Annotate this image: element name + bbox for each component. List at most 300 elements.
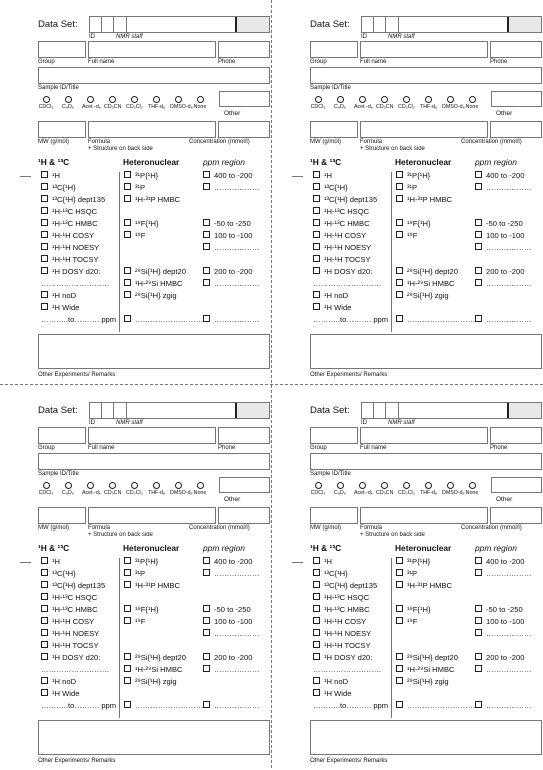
h-c-option[interactable] [41, 629, 99, 639]
checkbox[interactable] [203, 267, 210, 274]
other-solvent-field[interactable] [219, 477, 270, 493]
ppm-option[interactable] [203, 617, 252, 627]
checkbox[interactable] [124, 291, 131, 298]
solvent-option[interactable] [170, 96, 193, 110]
ppm-option[interactable] [475, 183, 532, 193]
solvent-option[interactable] [310, 96, 326, 110]
ppm-option[interactable] [475, 653, 524, 663]
solvent-option[interactable] [38, 482, 54, 496]
checkbox[interactable] [396, 279, 403, 286]
checkbox[interactable] [124, 195, 131, 202]
checkbox[interactable] [396, 315, 403, 322]
heteronuclear-option[interactable] [396, 665, 455, 675]
h-c-option[interactable] [41, 581, 105, 591]
heteronuclear-option[interactable] [396, 617, 417, 627]
solvent-option[interactable] [442, 96, 465, 110]
h-c-option[interactable] [313, 569, 348, 579]
radio-circle[interactable] [65, 482, 72, 489]
h-c-option[interactable] [41, 171, 60, 181]
checkbox[interactable] [475, 171, 482, 178]
mw-field[interactable] [310, 507, 358, 524]
phone-field[interactable] [218, 427, 270, 444]
heteronuclear-option[interactable] [124, 677, 177, 687]
ppm-option[interactable] [203, 231, 252, 241]
radio-circle[interactable] [425, 96, 432, 103]
ppm-option[interactable] [203, 171, 252, 181]
checkbox[interactable] [41, 255, 48, 262]
checkbox[interactable] [475, 315, 482, 322]
h-c-option[interactable] [41, 207, 97, 217]
data-set-id-field[interactable] [361, 16, 542, 33]
checkbox[interactable] [203, 701, 210, 708]
h-c-option[interactable] [313, 291, 348, 301]
heteronuclear-option[interactable] [396, 291, 449, 301]
heteronuclear-option[interactable] [124, 701, 203, 711]
checkbox[interactable] [124, 581, 131, 588]
checkbox[interactable] [124, 701, 131, 708]
solvent-option[interactable] [420, 96, 436, 110]
formula-field[interactable] [88, 121, 216, 138]
ppm-option[interactable] [475, 243, 532, 253]
ppm-option[interactable] [203, 219, 251, 229]
checkbox[interactable] [124, 677, 131, 684]
checkbox[interactable] [396, 665, 403, 672]
other-solvent-field[interactable] [491, 477, 542, 493]
ppm-option[interactable] [203, 629, 260, 639]
checkbox[interactable] [396, 183, 403, 190]
checkbox[interactable] [124, 183, 131, 190]
h-c-option[interactable] [41, 303, 79, 313]
ppm-option[interactable] [475, 605, 523, 615]
remarks-field[interactable] [310, 720, 542, 755]
heteronuclear-option[interactable] [396, 195, 452, 205]
solvent-option[interactable] [148, 482, 164, 496]
checkbox[interactable] [203, 605, 210, 612]
data-set-id-field[interactable] [89, 402, 270, 419]
h-c-option[interactable] [313, 303, 351, 313]
concentration-field[interactable] [218, 121, 270, 138]
h-c-option[interactable] [41, 653, 100, 663]
checkbox[interactable] [203, 219, 210, 226]
solvent-option[interactable] [60, 96, 76, 110]
checkbox[interactable] [203, 557, 210, 564]
data-set-id-field[interactable] [89, 16, 270, 33]
h-c-option[interactable] [313, 231, 366, 241]
data-set-id-field[interactable] [361, 402, 542, 419]
checkbox[interactable] [313, 617, 320, 624]
checkbox[interactable] [124, 171, 131, 178]
heteronuclear-option[interactable] [396, 569, 417, 579]
solvent-option[interactable] [354, 96, 373, 110]
checkbox[interactable] [203, 315, 210, 322]
radio-circle[interactable] [197, 96, 204, 103]
h-c-option[interactable] [313, 171, 332, 181]
ppm-option[interactable] [203, 605, 251, 615]
radio-circle[interactable] [175, 96, 182, 103]
ppm-option[interactable] [475, 279, 532, 289]
heteronuclear-option[interactable] [396, 557, 430, 567]
solvent-option[interactable] [332, 482, 348, 496]
checkbox[interactable] [396, 557, 403, 564]
checkbox[interactable] [124, 617, 131, 624]
solvent-option[interactable] [60, 482, 76, 496]
ppm-option[interactable] [203, 267, 252, 277]
sample-id-field[interactable] [38, 67, 270, 84]
radio-circle[interactable] [381, 96, 388, 103]
checkbox[interactable] [396, 701, 403, 708]
ppm-option[interactable] [475, 219, 523, 229]
heteronuclear-option[interactable] [124, 267, 186, 277]
checkbox[interactable] [41, 267, 48, 274]
ppm-option[interactable] [475, 231, 524, 241]
radio-circle[interactable] [109, 482, 116, 489]
radio-circle[interactable] [175, 482, 182, 489]
h-c-option[interactable] [313, 581, 377, 591]
checkbox[interactable] [396, 291, 403, 298]
checkbox[interactable] [396, 195, 403, 202]
radio-circle[interactable] [87, 482, 94, 489]
h-c-option[interactable] [313, 617, 366, 627]
checkbox[interactable] [203, 629, 210, 636]
checkbox[interactable] [313, 171, 320, 178]
checkbox[interactable] [313, 605, 320, 612]
checkbox[interactable] [124, 569, 131, 576]
checkbox[interactable] [313, 207, 320, 214]
heteronuclear-option[interactable] [396, 279, 455, 289]
checkbox[interactable] [396, 569, 403, 576]
h-c-option[interactable] [313, 207, 369, 217]
concentration-field[interactable] [490, 121, 542, 138]
checkbox[interactable] [313, 581, 320, 588]
ppm-option[interactable] [475, 315, 532, 325]
heteronuclear-option[interactable] [124, 569, 145, 579]
radio-circle[interactable] [425, 482, 432, 489]
checkbox[interactable] [41, 243, 48, 250]
heteronuclear-option[interactable] [124, 581, 180, 591]
checkbox[interactable] [41, 183, 48, 190]
radio-circle[interactable] [153, 482, 160, 489]
radio-circle[interactable] [153, 96, 160, 103]
checkbox[interactable] [124, 279, 131, 286]
h-c-option[interactable] [313, 593, 369, 603]
ppm-option[interactable] [203, 653, 252, 663]
checkbox[interactable] [475, 267, 482, 274]
radio-circle[interactable] [403, 96, 410, 103]
checkbox[interactable] [475, 617, 482, 624]
heteronuclear-option[interactable] [124, 171, 158, 181]
h-c-option[interactable] [41, 267, 100, 277]
heteronuclear-option[interactable] [124, 231, 145, 241]
full-name-field[interactable] [360, 41, 488, 58]
ppm-option[interactable] [203, 279, 260, 289]
radio-circle[interactable] [65, 96, 72, 103]
checkbox[interactable] [313, 653, 320, 660]
heteronuclear-option[interactable] [124, 195, 180, 205]
solvent-option[interactable] [442, 482, 465, 496]
solvent-option[interactable] [398, 96, 414, 110]
solvent-option[interactable] [104, 96, 120, 110]
heteronuclear-option[interactable] [396, 231, 417, 241]
h-c-option[interactable] [41, 183, 76, 193]
checkbox[interactable] [41, 569, 48, 576]
radio-circle[interactable] [315, 482, 322, 489]
h-c-option[interactable] [41, 641, 99, 651]
checkbox[interactable] [313, 183, 320, 190]
group-field[interactable] [38, 427, 86, 444]
checkbox[interactable] [41, 593, 48, 600]
checkbox[interactable] [41, 629, 48, 636]
phone-field[interactable] [218, 41, 270, 58]
heteronuclear-option[interactable] [396, 653, 458, 663]
solvent-option[interactable] [464, 96, 480, 110]
heteronuclear-option[interactable] [124, 183, 145, 193]
other-solvent-field[interactable] [219, 91, 270, 107]
h-c-option[interactable] [41, 243, 99, 253]
h-c-option[interactable] [41, 291, 76, 301]
radio-circle[interactable] [43, 96, 50, 103]
radio-circle[interactable] [87, 96, 94, 103]
heteronuclear-option[interactable] [396, 219, 431, 229]
radio-circle[interactable] [469, 482, 476, 489]
h-c-option[interactable] [41, 677, 76, 687]
checkbox[interactable] [124, 231, 131, 238]
solvent-option[interactable] [398, 482, 414, 496]
heteronuclear-option[interactable] [396, 183, 417, 193]
full-name-field[interactable] [360, 427, 488, 444]
checkbox[interactable] [475, 557, 482, 564]
remarks-field[interactable] [38, 720, 270, 755]
solvent-option[interactable] [148, 96, 164, 110]
radio-circle[interactable] [469, 96, 476, 103]
radio-circle[interactable] [381, 482, 388, 489]
group-field[interactable] [310, 41, 358, 58]
checkbox[interactable] [313, 243, 320, 250]
checkbox[interactable] [396, 231, 403, 238]
formula-field[interactable] [88, 507, 216, 524]
h-c-option[interactable] [313, 195, 377, 205]
heteronuclear-option[interactable] [124, 279, 183, 289]
h-c-option[interactable] [41, 255, 99, 265]
h-c-option[interactable] [313, 605, 370, 615]
ppm-option[interactable] [475, 665, 532, 675]
h-c-option[interactable] [313, 689, 351, 699]
h-c-option[interactable] [313, 243, 371, 253]
checkbox[interactable] [41, 689, 48, 696]
phone-field[interactable] [490, 41, 542, 58]
checkbox[interactable] [313, 219, 320, 226]
solvent-option[interactable] [376, 96, 392, 110]
checkbox[interactable] [41, 653, 48, 660]
h-c-option[interactable] [41, 231, 94, 241]
h-c-option[interactable] [313, 219, 370, 229]
checkbox[interactable] [396, 605, 403, 612]
h-c-option[interactable] [313, 677, 348, 687]
checkbox[interactable] [313, 267, 320, 274]
solvent-option[interactable] [82, 96, 101, 110]
h-c-option[interactable] [313, 629, 371, 639]
radio-circle[interactable] [447, 482, 454, 489]
group-field[interactable] [38, 41, 86, 58]
checkbox[interactable] [203, 653, 210, 660]
formula-field[interactable] [360, 121, 488, 138]
checkbox[interactable] [41, 557, 48, 564]
ppm-option[interactable] [475, 171, 524, 181]
checkbox[interactable] [475, 605, 482, 612]
h-c-option[interactable] [313, 267, 372, 277]
checkbox[interactable] [396, 653, 403, 660]
checkbox[interactable] [41, 207, 48, 214]
checkbox[interactable] [41, 291, 48, 298]
heteronuclear-option[interactable] [124, 219, 159, 229]
checkbox[interactable] [41, 605, 48, 612]
solvent-option[interactable] [420, 482, 436, 496]
radio-circle[interactable] [131, 96, 138, 103]
radio-circle[interactable] [197, 482, 204, 489]
checkbox[interactable] [203, 183, 210, 190]
mw-field[interactable] [310, 121, 358, 138]
heteronuclear-option[interactable] [124, 557, 158, 567]
checkbox[interactable] [396, 267, 403, 274]
ppm-option[interactable] [203, 701, 260, 711]
checkbox[interactable] [396, 581, 403, 588]
ppm-option[interactable] [203, 569, 260, 579]
solvent-option[interactable] [170, 482, 193, 496]
checkbox[interactable] [396, 617, 403, 624]
checkbox[interactable] [313, 557, 320, 564]
full-name-field[interactable] [88, 41, 216, 58]
checkbox[interactable] [475, 653, 482, 660]
heteronuclear-option[interactable] [396, 581, 452, 591]
checkbox[interactable] [396, 677, 403, 684]
radio-circle[interactable] [359, 482, 366, 489]
ppm-option[interactable] [475, 617, 524, 627]
checkbox[interactable] [475, 279, 482, 286]
ppm-option[interactable] [475, 267, 524, 277]
heteronuclear-option[interactable] [124, 665, 183, 675]
checkbox[interactable] [203, 243, 210, 250]
ppm-option[interactable] [475, 569, 532, 579]
radio-circle[interactable] [359, 96, 366, 103]
checkbox[interactable] [313, 689, 320, 696]
solvent-option[interactable] [332, 96, 348, 110]
ppm-option[interactable] [475, 629, 532, 639]
ppm-option[interactable] [203, 665, 260, 675]
checkbox[interactable] [203, 171, 210, 178]
checkbox[interactable] [41, 195, 48, 202]
checkbox[interactable] [313, 677, 320, 684]
sample-id-field[interactable] [310, 67, 542, 84]
heteronuclear-option[interactable] [124, 291, 177, 301]
checkbox[interactable] [313, 629, 320, 636]
concentration-field[interactable] [490, 507, 542, 524]
checkbox[interactable] [203, 231, 210, 238]
h-c-option[interactable] [313, 183, 348, 193]
solvent-option[interactable] [354, 482, 373, 496]
solvent-option[interactable] [38, 96, 54, 110]
checkbox[interactable] [313, 303, 320, 310]
checkbox[interactable] [41, 677, 48, 684]
sample-id-field[interactable] [38, 453, 270, 470]
h-c-option[interactable] [41, 689, 79, 699]
checkbox[interactable] [124, 219, 131, 226]
solvent-option[interactable] [192, 96, 208, 110]
h-c-option[interactable] [313, 641, 371, 651]
checkbox[interactable] [313, 569, 320, 576]
checkbox[interactable] [475, 569, 482, 576]
checkbox[interactable] [124, 315, 131, 322]
ppm-option[interactable] [475, 557, 524, 567]
mw-field[interactable] [38, 507, 86, 524]
solvent-option[interactable] [126, 96, 142, 110]
radio-circle[interactable] [447, 96, 454, 103]
checkbox[interactable] [475, 629, 482, 636]
checkbox[interactable] [41, 171, 48, 178]
h-c-option[interactable] [313, 255, 371, 265]
h-c-option[interactable] [41, 557, 60, 567]
checkbox[interactable] [396, 171, 403, 178]
checkbox[interactable] [313, 641, 320, 648]
solvent-option[interactable] [310, 482, 326, 496]
radio-circle[interactable] [109, 96, 116, 103]
radio-circle[interactable] [337, 96, 344, 103]
radio-circle[interactable] [337, 482, 344, 489]
checkbox[interactable] [124, 605, 131, 612]
checkbox[interactable] [41, 303, 48, 310]
checkbox[interactable] [475, 183, 482, 190]
checkbox[interactable] [41, 581, 48, 588]
checkbox[interactable] [475, 243, 482, 250]
checkbox[interactable] [313, 593, 320, 600]
checkbox[interactable] [475, 701, 482, 708]
radio-circle[interactable] [131, 482, 138, 489]
ppm-option[interactable] [203, 183, 260, 193]
ppm-option[interactable] [475, 701, 532, 711]
ppm-option[interactable] [203, 243, 260, 253]
checkbox[interactable] [475, 219, 482, 226]
concentration-field[interactable] [218, 507, 270, 524]
ppm-option[interactable] [203, 315, 260, 325]
h-c-option[interactable] [41, 593, 97, 603]
heteronuclear-option[interactable] [396, 701, 475, 711]
checkbox[interactable] [203, 569, 210, 576]
checkbox[interactable] [41, 641, 48, 648]
solvent-option[interactable] [126, 482, 142, 496]
checkbox[interactable] [313, 255, 320, 262]
solvent-option[interactable] [376, 482, 392, 496]
h-c-option[interactable] [41, 195, 105, 205]
checkbox[interactable] [396, 219, 403, 226]
heteronuclear-option[interactable] [124, 315, 203, 325]
checkbox[interactable] [203, 617, 210, 624]
checkbox[interactable] [475, 665, 482, 672]
checkbox[interactable] [124, 653, 131, 660]
remarks-field[interactable] [38, 334, 270, 369]
checkbox[interactable] [41, 219, 48, 226]
checkbox[interactable] [124, 557, 131, 564]
heteronuclear-option[interactable] [124, 617, 145, 627]
radio-circle[interactable] [403, 482, 410, 489]
solvent-option[interactable] [192, 482, 208, 496]
h-c-option[interactable] [41, 219, 98, 229]
group-field[interactable] [310, 427, 358, 444]
h-c-option[interactable] [313, 557, 332, 567]
heteronuclear-option[interactable] [396, 677, 449, 687]
checkbox[interactable] [124, 665, 131, 672]
checkbox[interactable] [203, 665, 210, 672]
checkbox[interactable] [203, 279, 210, 286]
radio-circle[interactable] [43, 482, 50, 489]
full-name-field[interactable] [88, 427, 216, 444]
